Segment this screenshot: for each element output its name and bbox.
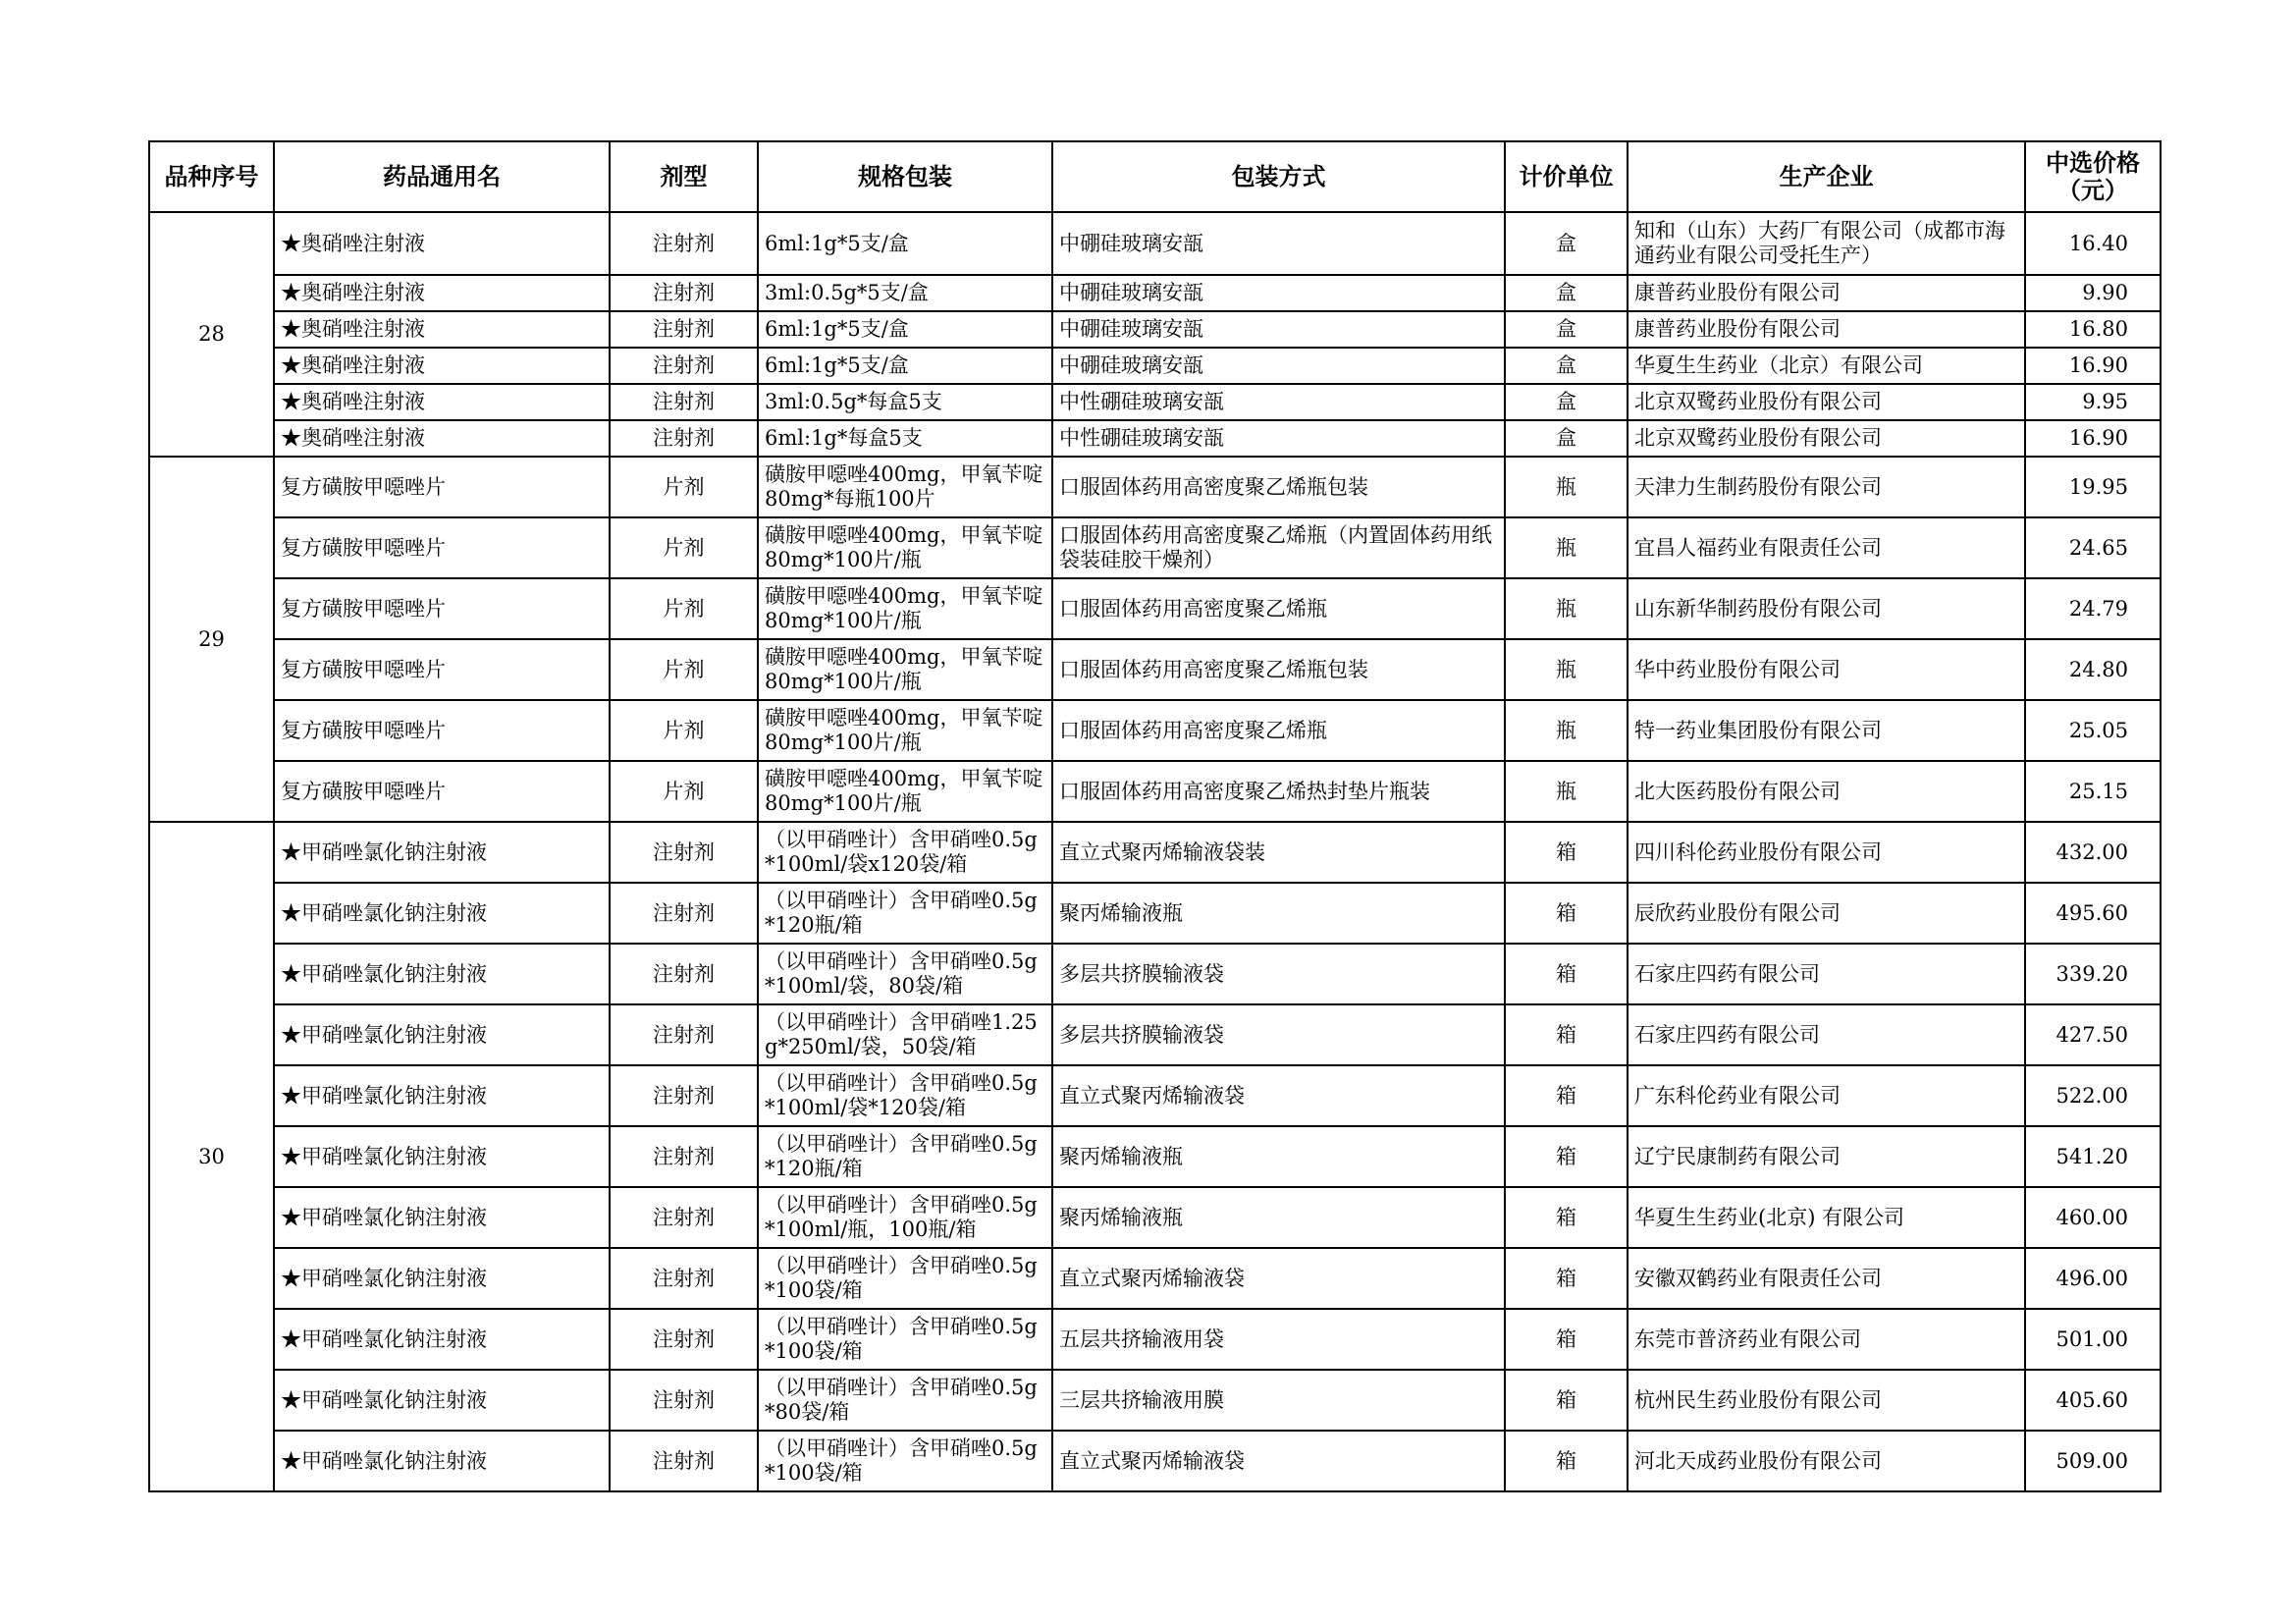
dosage-form-cell: 片剂 [610, 639, 758, 700]
price-cell: 501.00 [2025, 1309, 2161, 1370]
variety-no-cell: 30 [149, 822, 274, 1491]
price-cell: 405.60 [2025, 1370, 2161, 1431]
dosage-form-cell: 片剂 [610, 517, 758, 578]
price-cell: 24.65 [2025, 517, 2161, 578]
spec-package-cell: 6ml:1g*每盒5支 [758, 420, 1052, 457]
dosage-form-cell: 注射剂 [610, 944, 758, 1004]
package-method-cell: 中硼硅玻璃安瓿 [1052, 212, 1505, 275]
table-row [149, 700, 2161, 761]
dosage-form-cell: 注射剂 [610, 311, 758, 348]
price-cell: 25.05 [2025, 700, 2161, 761]
manufacturer-cell: 华夏生生药业（北京）有限公司 [1628, 348, 2025, 384]
dosage-form-cell: 注射剂 [610, 1126, 758, 1187]
pricing-unit-cell: 盒 [1505, 212, 1628, 275]
drug-name-cell: 复方磺胺甲噁唑片 [274, 700, 610, 761]
drug-name-cell: ★奥硝唑注射液 [274, 275, 610, 311]
drug-name-cell: ★甲硝唑氯化钠注射液 [274, 1065, 610, 1126]
drug-name-cell: ★奥硝唑注射液 [274, 348, 610, 384]
spec-package-cell: 磺胺甲噁唑400mg，甲氧苄啶80mg*100片/瓶 [758, 700, 1052, 761]
pricing-unit-cell: 瓶 [1505, 639, 1628, 700]
package-method-cell: 中性硼硅玻璃安瓿 [1052, 420, 1505, 457]
header-pricing-unit: 计价单位 [1505, 141, 1628, 212]
package-method-cell: 中硼硅玻璃安瓿 [1052, 311, 1505, 348]
spec-package-cell: （以甲硝唑计）含甲硝唑0.5g*100ml/袋，80袋/箱 [758, 944, 1052, 1004]
manufacturer-cell: 康普药业股份有限公司 [1628, 311, 2025, 348]
drug-name-cell: ★甲硝唑氯化钠注射液 [274, 1431, 610, 1491]
table-row [149, 1248, 2161, 1309]
spec-package-cell: （以甲硝唑计）含甲硝唑0.5g*100ml/袋x120袋/箱 [758, 822, 1052, 883]
header-spec-package: 规格包装 [758, 141, 1052, 212]
manufacturer-cell: 杭州民生药业股份有限公司 [1628, 1370, 2025, 1431]
table-row [149, 1431, 2161, 1491]
variety-no-cell: 29 [149, 457, 274, 822]
dosage-form-cell: 注射剂 [610, 348, 758, 384]
dosage-form-cell: 片剂 [610, 457, 758, 517]
dosage-form-cell: 片剂 [610, 761, 758, 822]
header-manufacturer: 生产企业 [1628, 141, 2025, 212]
pricing-unit-cell: 箱 [1505, 944, 1628, 1004]
package-method-cell: 口服固体药用高密度聚乙烯瓶（内置固体药用纸袋装硅胶干燥剂） [1052, 517, 1505, 578]
drug-name-cell: ★甲硝唑氯化钠注射液 [274, 822, 610, 883]
manufacturer-cell: 北京双鹭药业股份有限公司 [1628, 420, 2025, 457]
price-cell: 19.95 [2025, 457, 2161, 517]
pricing-unit-cell: 箱 [1505, 1309, 1628, 1370]
header-drug-name: 药品通用名 [274, 141, 610, 212]
price-cell: 427.50 [2025, 1004, 2161, 1065]
manufacturer-cell: 广东科伦药业有限公司 [1628, 1065, 2025, 1126]
spec-package-cell: （以甲硝唑计）含甲硝唑0.5g*100袋/箱 [758, 1248, 1052, 1309]
table-row [149, 761, 2161, 822]
spec-package-cell: （以甲硝唑计）含甲硝唑0.5g*100ml/瓶，100瓶/箱 [758, 1187, 1052, 1248]
table-row [149, 517, 2161, 578]
dosage-form-cell: 注射剂 [610, 1248, 758, 1309]
package-method-cell: 聚丙烯输液瓶 [1052, 883, 1505, 944]
pricing-unit-cell: 盒 [1505, 275, 1628, 311]
dosage-form-cell: 注射剂 [610, 1004, 758, 1065]
manufacturer-cell: 四川科伦药业股份有限公司 [1628, 822, 2025, 883]
pricing-unit-cell: 瓶 [1505, 700, 1628, 761]
pricing-unit-cell: 盒 [1505, 311, 1628, 348]
dosage-form-cell: 注射剂 [610, 1309, 758, 1370]
spec-package-cell: 磺胺甲噁唑400mg，甲氧苄啶80mg*每瓶100片 [758, 457, 1052, 517]
manufacturer-cell: 特一药业集团股份有限公司 [1628, 700, 2025, 761]
package-method-cell: 多层共挤膜输液袋 [1052, 1004, 1505, 1065]
dosage-form-cell: 注射剂 [610, 384, 758, 420]
table-row [149, 420, 2161, 457]
drug-name-cell: ★奥硝唑注射液 [274, 384, 610, 420]
header-dosage-form: 剂型 [610, 141, 758, 212]
manufacturer-cell: 辽宁民康制药有限公司 [1628, 1126, 2025, 1187]
pricing-unit-cell: 箱 [1505, 1004, 1628, 1065]
dosage-form-cell: 片剂 [610, 700, 758, 761]
header-variety-no: 品种序号 [149, 141, 274, 212]
price-cell: 339.20 [2025, 944, 2161, 1004]
package-method-cell: 聚丙烯输液瓶 [1052, 1126, 1505, 1187]
package-method-cell: 口服固体药用高密度聚乙烯热封垫片瓶装 [1052, 761, 1505, 822]
header-row [149, 141, 2161, 212]
manufacturer-cell: 石家庄四药有限公司 [1628, 1004, 2025, 1065]
package-method-cell: 直立式聚丙烯输液袋 [1052, 1431, 1505, 1491]
header-price: 中选价格（元） [2025, 141, 2161, 212]
package-method-cell: 多层共挤膜输液袋 [1052, 944, 1505, 1004]
manufacturer-cell: 宜昌人福药业有限责任公司 [1628, 517, 2025, 578]
price-cell: 460.00 [2025, 1187, 2161, 1248]
price-cell: 24.79 [2025, 578, 2161, 639]
price-cell: 16.90 [2025, 420, 2161, 457]
dosage-form-cell: 注射剂 [610, 1187, 758, 1248]
price-cell: 432.00 [2025, 822, 2161, 883]
drug-name-cell: 复方磺胺甲噁唑片 [274, 761, 610, 822]
dosage-form-cell: 注射剂 [610, 420, 758, 457]
package-method-cell: 三层共挤输液用膜 [1052, 1370, 1505, 1431]
manufacturer-cell: 石家庄四药有限公司 [1628, 944, 2025, 1004]
dosage-form-cell: 注射剂 [610, 883, 758, 944]
drug-name-cell: ★奥硝唑注射液 [274, 311, 610, 348]
price-cell: 9.90 [2025, 275, 2161, 311]
table-row [149, 275, 2161, 311]
pricing-unit-cell: 瓶 [1505, 578, 1628, 639]
table-row [149, 883, 2161, 944]
manufacturer-cell: 安徽双鹤药业有限责任公司 [1628, 1248, 2025, 1309]
spec-package-cell: （以甲硝唑计）含甲硝唑0.5g*120瓶/箱 [758, 1126, 1052, 1187]
package-method-cell: 直立式聚丙烯输液袋 [1052, 1248, 1505, 1309]
table-row [149, 457, 2161, 517]
drug-name-cell: ★奥硝唑注射液 [274, 212, 610, 275]
variety-no-cell: 28 [149, 212, 274, 457]
pricing-unit-cell: 瓶 [1505, 761, 1628, 822]
pricing-unit-cell: 盒 [1505, 420, 1628, 457]
pricing-unit-cell: 箱 [1505, 1248, 1628, 1309]
table-row [149, 822, 2161, 883]
package-method-cell: 五层共挤输液用袋 [1052, 1309, 1505, 1370]
spec-package-cell: 3ml:0.5g*5支/盒 [758, 275, 1052, 311]
price-cell: 16.80 [2025, 311, 2161, 348]
package-method-cell: 聚丙烯输液瓶 [1052, 1187, 1505, 1248]
spec-package-cell: （以甲硝唑计）含甲硝唑0.5g*100袋/箱 [758, 1431, 1052, 1491]
drug-name-cell: 复方磺胺甲噁唑片 [274, 578, 610, 639]
price-cell: 509.00 [2025, 1431, 2161, 1491]
package-method-cell: 口服固体药用高密度聚乙烯瓶 [1052, 578, 1505, 639]
pricing-unit-cell: 瓶 [1505, 457, 1628, 517]
spec-package-cell: （以甲硝唑计）含甲硝唑0.5g*100ml/袋*120袋/箱 [758, 1065, 1052, 1126]
table-row [149, 944, 2161, 1004]
price-cell: 495.60 [2025, 883, 2161, 944]
price-cell: 9.95 [2025, 384, 2161, 420]
price-cell: 496.00 [2025, 1248, 2161, 1309]
table-body [149, 212, 2161, 1491]
price-cell: 16.40 [2025, 212, 2161, 275]
drug-price-table [148, 140, 2162, 1492]
table-row [149, 212, 2161, 275]
spec-package-cell: 磺胺甲噁唑400mg，甲氧苄啶80mg*100片/瓶 [758, 578, 1052, 639]
drug-name-cell: ★奥硝唑注射液 [274, 420, 610, 457]
drug-name-cell: ★甲硝唑氯化钠注射液 [274, 1004, 610, 1065]
manufacturer-cell: 河北天成药业股份有限公司 [1628, 1431, 2025, 1491]
drug-name-cell: ★甲硝唑氯化钠注射液 [274, 883, 610, 944]
table-row [149, 1187, 2161, 1248]
spec-package-cell: 3ml:0.5g*每盒5支 [758, 384, 1052, 420]
spec-package-cell: （以甲硝唑计）含甲硝唑0.5g*80袋/箱 [758, 1370, 1052, 1431]
price-cell: 25.15 [2025, 761, 2161, 822]
table-row [149, 1065, 2161, 1126]
pricing-unit-cell: 箱 [1505, 1370, 1628, 1431]
spec-package-cell: 磺胺甲噁唑400mg，甲氧苄啶80mg*100片/瓶 [758, 517, 1052, 578]
pricing-unit-cell: 箱 [1505, 1431, 1628, 1491]
pricing-unit-cell: 盒 [1505, 384, 1628, 420]
header-package-method: 包装方式 [1052, 141, 1505, 212]
price-cell: 522.00 [2025, 1065, 2161, 1126]
price-cell: 541.20 [2025, 1126, 2161, 1187]
dosage-form-cell: 注射剂 [610, 1065, 758, 1126]
manufacturer-cell: 知和（山东）大药厂有限公司（成都市海通药业有限公司受托生产） [1628, 212, 2025, 275]
table-row [149, 1004, 2161, 1065]
dosage-form-cell: 注射剂 [610, 1370, 758, 1431]
package-method-cell: 中硼硅玻璃安瓿 [1052, 348, 1505, 384]
drug-name-cell: ★甲硝唑氯化钠注射液 [274, 1187, 610, 1248]
manufacturer-cell: 北京双鹭药业股份有限公司 [1628, 384, 2025, 420]
pricing-unit-cell: 盒 [1505, 348, 1628, 384]
table-row [149, 311, 2161, 348]
dosage-form-cell: 注射剂 [610, 212, 758, 275]
table-row [149, 1126, 2161, 1187]
manufacturer-cell: 辰欣药业股份有限公司 [1628, 883, 2025, 944]
drug-name-cell: ★甲硝唑氯化钠注射液 [274, 1248, 610, 1309]
pricing-unit-cell: 箱 [1505, 822, 1628, 883]
spec-package-cell: 6ml:1g*5支/盒 [758, 311, 1052, 348]
price-cell: 24.80 [2025, 639, 2161, 700]
pricing-unit-cell: 瓶 [1505, 517, 1628, 578]
table-row [149, 1309, 2161, 1370]
pricing-unit-cell: 箱 [1505, 1065, 1628, 1126]
table-row [149, 578, 2161, 639]
dosage-form-cell: 注射剂 [610, 822, 758, 883]
spec-package-cell: （以甲硝唑计）含甲硝唑1.25g*250ml/袋，50袋/箱 [758, 1004, 1052, 1065]
drug-name-cell: 复方磺胺甲噁唑片 [274, 457, 610, 517]
drug-name-cell: ★甲硝唑氯化钠注射液 [274, 1309, 610, 1370]
package-method-cell: 口服固体药用高密度聚乙烯瓶 [1052, 700, 1505, 761]
package-method-cell: 直立式聚丙烯输液袋 [1052, 1065, 1505, 1126]
pricing-unit-cell: 箱 [1505, 883, 1628, 944]
drug-name-cell: ★甲硝唑氯化钠注射液 [274, 944, 610, 1004]
table-row [149, 348, 2161, 384]
table-row [149, 1370, 2161, 1431]
manufacturer-cell: 山东新华制药股份有限公司 [1628, 578, 2025, 639]
package-method-cell: 中性硼硅玻璃安瓿 [1052, 384, 1505, 420]
table-row [149, 384, 2161, 420]
table-row [149, 639, 2161, 700]
dosage-form-cell: 注射剂 [610, 1431, 758, 1491]
spec-package-cell: 磺胺甲噁唑400mg，甲氧苄啶80mg*100片/瓶 [758, 761, 1052, 822]
pricing-unit-cell: 箱 [1505, 1187, 1628, 1248]
package-method-cell: 直立式聚丙烯输液袋装 [1052, 822, 1505, 883]
drug-name-cell: 复方磺胺甲噁唑片 [274, 517, 610, 578]
manufacturer-cell: 东莞市普济药业有限公司 [1628, 1309, 2025, 1370]
dosage-form-cell: 片剂 [610, 578, 758, 639]
pricing-unit-cell: 箱 [1505, 1126, 1628, 1187]
manufacturer-cell: 康普药业股份有限公司 [1628, 275, 2025, 311]
manufacturer-cell: 北大医药股份有限公司 [1628, 761, 2025, 822]
manufacturer-cell: 天津力生制药股份有限公司 [1628, 457, 2025, 517]
manufacturer-cell: 华夏生生药业(北京) 有限公司 [1628, 1187, 2025, 1248]
package-method-cell: 口服固体药用高密度聚乙烯瓶包装 [1052, 457, 1505, 517]
package-method-cell: 口服固体药用高密度聚乙烯瓶包装 [1052, 639, 1505, 700]
spec-package-cell: （以甲硝唑计）含甲硝唑0.5g*120瓶/箱 [758, 883, 1052, 944]
spec-package-cell: 磺胺甲噁唑400mg，甲氧苄啶80mg*100片/瓶 [758, 639, 1052, 700]
price-cell: 16.90 [2025, 348, 2161, 384]
spec-package-cell: 6ml:1g*5支/盒 [758, 348, 1052, 384]
package-method-cell: 中硼硅玻璃安瓿 [1052, 275, 1505, 311]
dosage-form-cell: 注射剂 [610, 275, 758, 311]
drug-name-cell: ★甲硝唑氯化钠注射液 [274, 1370, 610, 1431]
spec-package-cell: 6ml:1g*5支/盒 [758, 212, 1052, 275]
drug-name-cell: 复方磺胺甲噁唑片 [274, 639, 610, 700]
drug-name-cell: ★甲硝唑氯化钠注射液 [274, 1126, 610, 1187]
manufacturer-cell: 华中药业股份有限公司 [1628, 639, 2025, 700]
spec-package-cell: （以甲硝唑计）含甲硝唑0.5g*100袋/箱 [758, 1309, 1052, 1370]
